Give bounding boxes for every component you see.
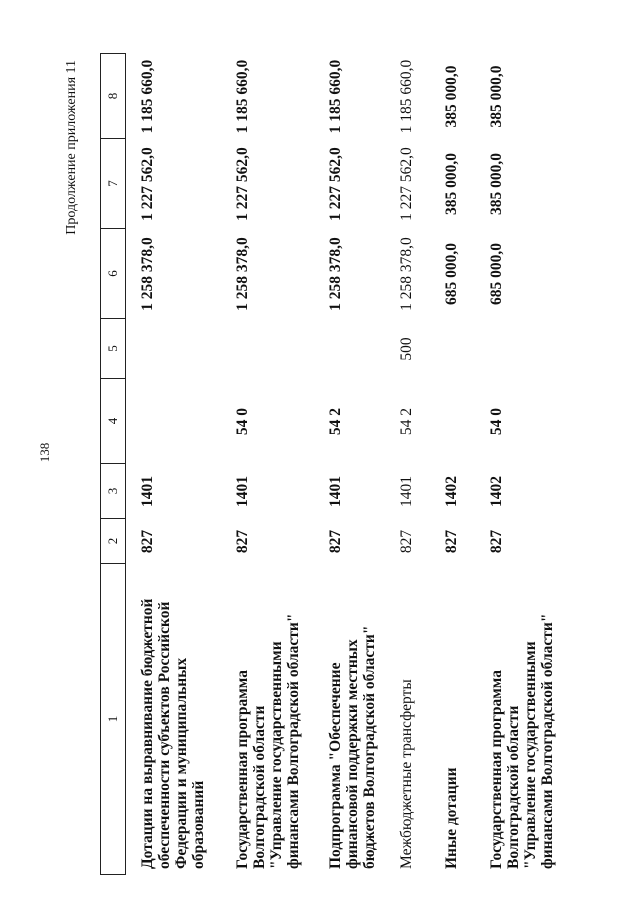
table-header-row <box>100 53 126 875</box>
cell-col-4: 54 2 <box>398 407 415 436</box>
cell-col-6: 1 258 378,0 <box>139 237 156 311</box>
cell-col-4 <box>139 379 207 464</box>
header-cell-8: 8 <box>101 54 125 139</box>
cell-col-8: 385 000,0 <box>443 65 460 128</box>
cell-col-5 <box>327 319 378 379</box>
cell-col-7: 1 227 562,0 <box>327 147 344 221</box>
continuation-label: Продолжение приложения 11 <box>64 60 79 235</box>
table-row <box>327 54 378 874</box>
header-cell-7: 7 <box>101 139 125 229</box>
cell-col-8: 1 185 660,0 <box>327 59 344 134</box>
cell-col-4: 54 0 <box>488 407 505 436</box>
header-cell-3: 3 <box>101 464 125 519</box>
cell-col-5 <box>139 319 207 379</box>
cell-col-4 <box>443 379 460 464</box>
cell-col-7: 385 000,0 <box>443 153 460 215</box>
header-cell-6: 6 <box>101 229 125 319</box>
header-cell-4: 4 <box>101 379 125 464</box>
cell-col-6: 1 258 378,0 <box>327 237 344 311</box>
cell-col-6: 685 000,0 <box>488 243 505 305</box>
cell-col-4: 54 2 <box>327 407 344 436</box>
cell-col-7: 1 227 562,0 <box>234 147 251 221</box>
row-label: Дотации на выравнивание бюджетной обеспеченности субъектов Российской Федерации и муниципальных образований <box>139 598 207 869</box>
table-row <box>443 54 460 874</box>
row-label: Государственная программа Волгоградской области "Управление государственными финансами Волгоградской области" <box>234 613 302 869</box>
cell-col-3: 1402 <box>488 476 505 507</box>
cell-col-7: 1 227 562,0 <box>398 147 415 221</box>
table-row <box>234 54 302 874</box>
row-label: Межбюджетные трансферты <box>398 679 415 869</box>
cell-col-2: 827 <box>398 529 415 554</box>
cell-col-8: 385 000,0 <box>488 65 505 128</box>
cell-col-2: 827 <box>443 529 460 554</box>
row-label: Государственная программа Волгоградской области "Управление государственными финансами Волгоградской области" <box>488 613 556 869</box>
cell-col-3: 1401 <box>327 476 344 507</box>
cell-col-5: 500 <box>398 337 415 361</box>
header-cell-1: 1 <box>105 715 120 723</box>
cell-col-8: 1 185 660,0 <box>234 59 251 134</box>
cell-col-5 <box>234 319 302 379</box>
table-row <box>398 54 415 874</box>
cell-col-5 <box>443 319 460 379</box>
header-cell-5: 5 <box>101 319 125 379</box>
row-label: Иные дотации <box>443 767 460 869</box>
cell-col-3: 1401 <box>234 476 251 507</box>
cell-col-7: 1 227 562,0 <box>139 147 156 221</box>
cell-col-6: 1 258 378,0 <box>398 237 415 311</box>
header-cell-2: 2 <box>101 519 125 564</box>
cell-col-8: 1 185 660,0 <box>139 59 156 134</box>
cell-col-4: 54 0 <box>234 407 251 436</box>
cell-col-6: 1 258 378,0 <box>234 237 251 311</box>
cell-col-2: 827 <box>488 529 505 554</box>
cell-col-6: 685 000,0 <box>443 243 460 305</box>
cell-col-2: 827 <box>139 529 156 554</box>
page-number: 138 <box>37 442 52 463</box>
cell-col-3: 1401 <box>398 476 415 507</box>
cell-col-3: 1402 <box>443 476 460 507</box>
cell-col-3: 1401 <box>139 476 156 507</box>
table-row <box>139 54 207 874</box>
cell-col-5 <box>488 319 556 379</box>
cell-col-2: 827 <box>327 529 344 554</box>
row-label: Подпрограмма "Обеспечение финансовой поддержки местных бюджетов Волгоградской области" <box>327 625 378 869</box>
cell-col-7: 385 000,0 <box>488 153 505 215</box>
table-row <box>488 54 556 874</box>
cell-col-8: 1 185 660,0 <box>398 59 415 134</box>
cell-col-2: 827 <box>234 529 251 554</box>
